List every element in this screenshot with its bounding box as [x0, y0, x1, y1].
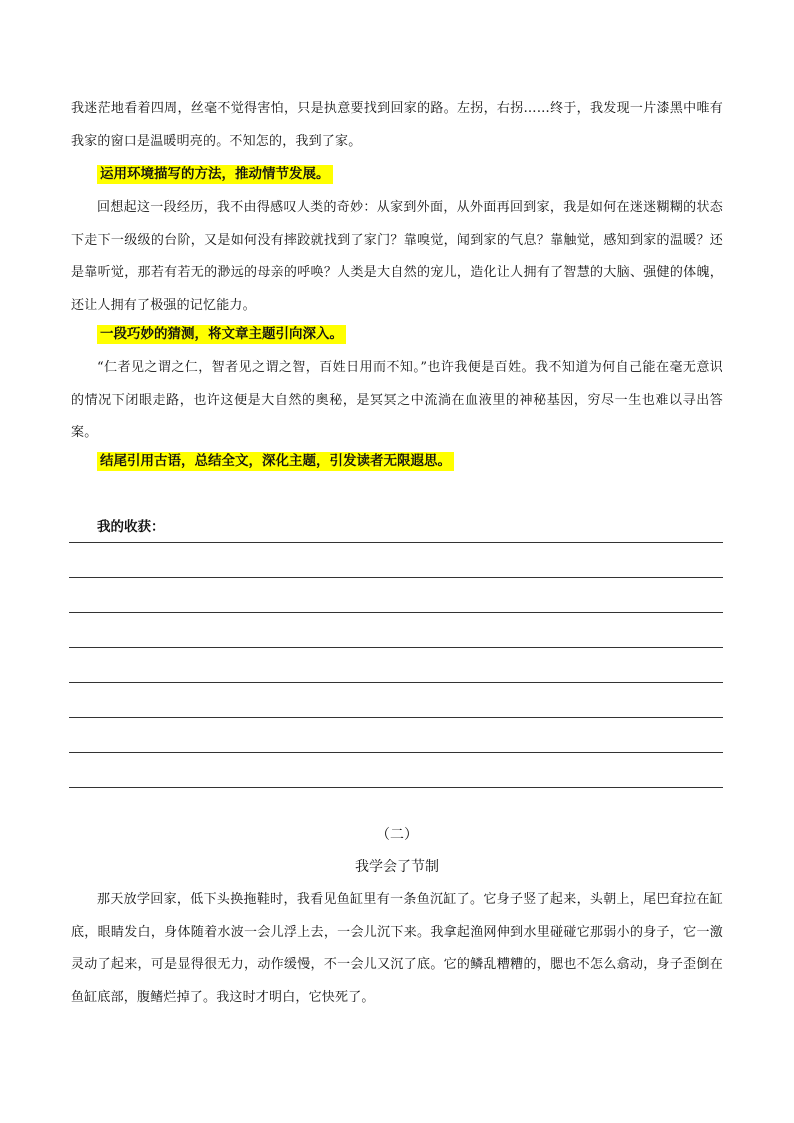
harvest-label: 我的收获：	[97, 519, 165, 535]
writing-line[interactable]	[69, 612, 723, 613]
writing-line[interactable]	[69, 647, 723, 648]
highlighted-comment: 结尾引用古语，总结全文，深化主题，引发读者无限遐思。	[97, 452, 454, 471]
essay-paragraph-quote: “仁者见之谓之仁，智者见之谓之智，百姓日用而不知。”也许我便是百姓。我不知道为何自己能在毫无意识的情况下闭眼走路，也许这便是大自然的奥秘，是冥冥之中流淌在血液里的神秘基因，穷尽一生也难以寻出答案。	[71, 360, 723, 440]
writing-line[interactable]	[69, 752, 723, 753]
annotation-note	[97, 164, 333, 184]
section-number: （二）	[376, 827, 418, 843]
essay-paragraph-reflection: 回想起这一段经历，我不由得感叹人类的奇妙：从家到外面，从外面再回到家，我是如何在迷迷糊糊的状态下走下一级级的台阶，又是如何没有摔跤就找到了家门？靠嗅觉，闻到家的气息？靠触觉，感知到家的温暖？还是靠听觉，那若有若无的渺远的母亲的呼唤？人类是大自然的宠儿，造化让人拥有了智慧的大脑、强健的体魄，还让人拥有了极强的记忆能力。	[71, 200, 723, 313]
annotation-note	[97, 324, 346, 344]
highlighted-comment: 一段巧妙的猜测，将文章主题引向深入。	[97, 325, 346, 344]
writing-line[interactable]	[69, 577, 723, 578]
writing-line[interactable]	[69, 682, 723, 683]
annotation-note	[97, 451, 454, 471]
section-title: 我学会了节制	[355, 859, 439, 875]
highlighted-comment: 运用环境描写的方法，推动情节发展。	[97, 165, 333, 184]
writing-line[interactable]	[69, 717, 723, 718]
writing-line[interactable]	[69, 542, 723, 543]
essay-paragraph-ending: 我迷茫地看着四周，丝毫不觉得害怕，只是执意要找到回家的路。左拐，右拐……终于，我发现一片漆黑中唯有我家的窗口是温暖明亮的。不知怎的，我到了家。	[71, 101, 723, 149]
essay-paragraph: 那天放学回家，低下头换拖鞋时，我看见鱼缸里有一条鱼沉缸了。它身子竖了起来，头朝上，尾巴耷拉在缸底，眼睛发白，身体随着水波一会儿浮上去，一会儿沉下来。我拿起渔网伸到水里碰碰它那弱小的身子，它一激灵动了起来，可是显得很无力，动作缓慢，不一会儿又沉了底。它的鳞乱糟糟的，腮也不怎么翕动，身子歪倒在鱼缸底部，腹鳍烂掉了。我这时才明白，它快死了。	[71, 892, 723, 1005]
writing-line[interactable]	[69, 787, 723, 788]
